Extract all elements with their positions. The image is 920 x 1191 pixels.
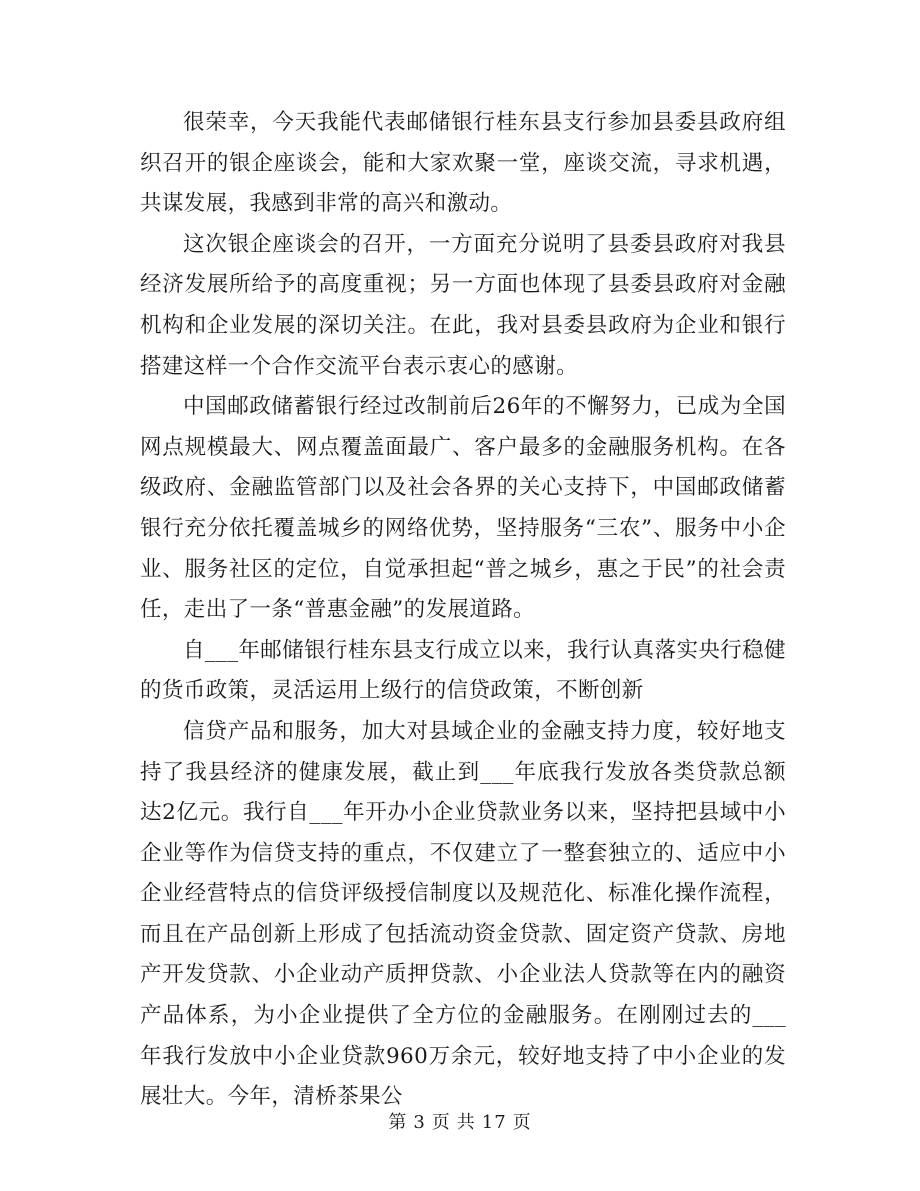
footer-total-prefix: 共	[456, 1112, 476, 1133]
document-body	[140, 103, 786, 1118]
paragraph-1: 很荣幸，今天我能代表邮储银行桂东县支行参加县委县政府组织召开的银企座谈会，能和大家欢聚一堂，座谈交流，寻求机遇，共谋发展，我感到非常的高兴和激动。	[140, 110, 786, 217]
footer-prefix: 第	[388, 1112, 408, 1133]
footer-current-page: 3	[413, 1112, 426, 1133]
footer-total-pages: 17	[481, 1112, 507, 1133]
paragraph-2: 这次银企座谈会的召开，一方面充分说明了县委县政府对我县经济发展所给予的高度重视；另一方面也体现了县委县政府对金融机构和企业发展的深切关注。在此，我对县委县政府为企业和银行搭建这样一个合作交流平台表示衷心的感谢。	[140, 231, 786, 379]
paragraph-3: 中国邮政储蓄银行经过改制前后26年的不懈努力，已成为全国网点规模最大、网点覆盖面最广、客户最多的金融服务机构。在各级政府、金融监管部门以及社会各界的关心支持下，中国邮政储蓄银行充分依托覆盖城乡的网络优势，坚持服务“三农”、服务中小企业、服务社区的定位，自觉承担起“普之城乡，惠之于民”的社会责任，走出了一条“普惠金融”的发展道路。	[140, 394, 786, 623]
paragraph-5: 信贷产品和服务，加大对县域企业的金融支持力度，较好地支持了我县经济的健康发展，截止到___年底我行发放各类贷款总额达2亿元。我行自___年开办小企业贷款业务以来，坚持把县域中小企业等作为信贷支持的重点，不仅建立了一整套独立的、适应中小企业经营特点的信贷评级授信制度以及规范化、标准化操作流程，而且在产品创新上形成了包括流动资金贷款、固定资产贷款、房地产开发贷款、小企业动产质押贷款、小企业法人贷款等在内的融资产品体系，为小企业提供了全方位的金融服务。在刚刚过去的___年我行发放中小企业贷款960万余元，较好地支持了中小企业的发展壮大。今年，清桥茶果公	[140, 718, 786, 1110]
footer-total-suffix: 页	[512, 1112, 532, 1133]
footer-page-word: 页	[431, 1112, 451, 1133]
paragraph-4: 自___年邮储银行桂东县支行成立以来，我行认真落实央行稳健的货币政策，灵活运用上级行的信贷政策，不断创新	[140, 637, 786, 704]
page-footer	[0, 1108, 920, 1134]
